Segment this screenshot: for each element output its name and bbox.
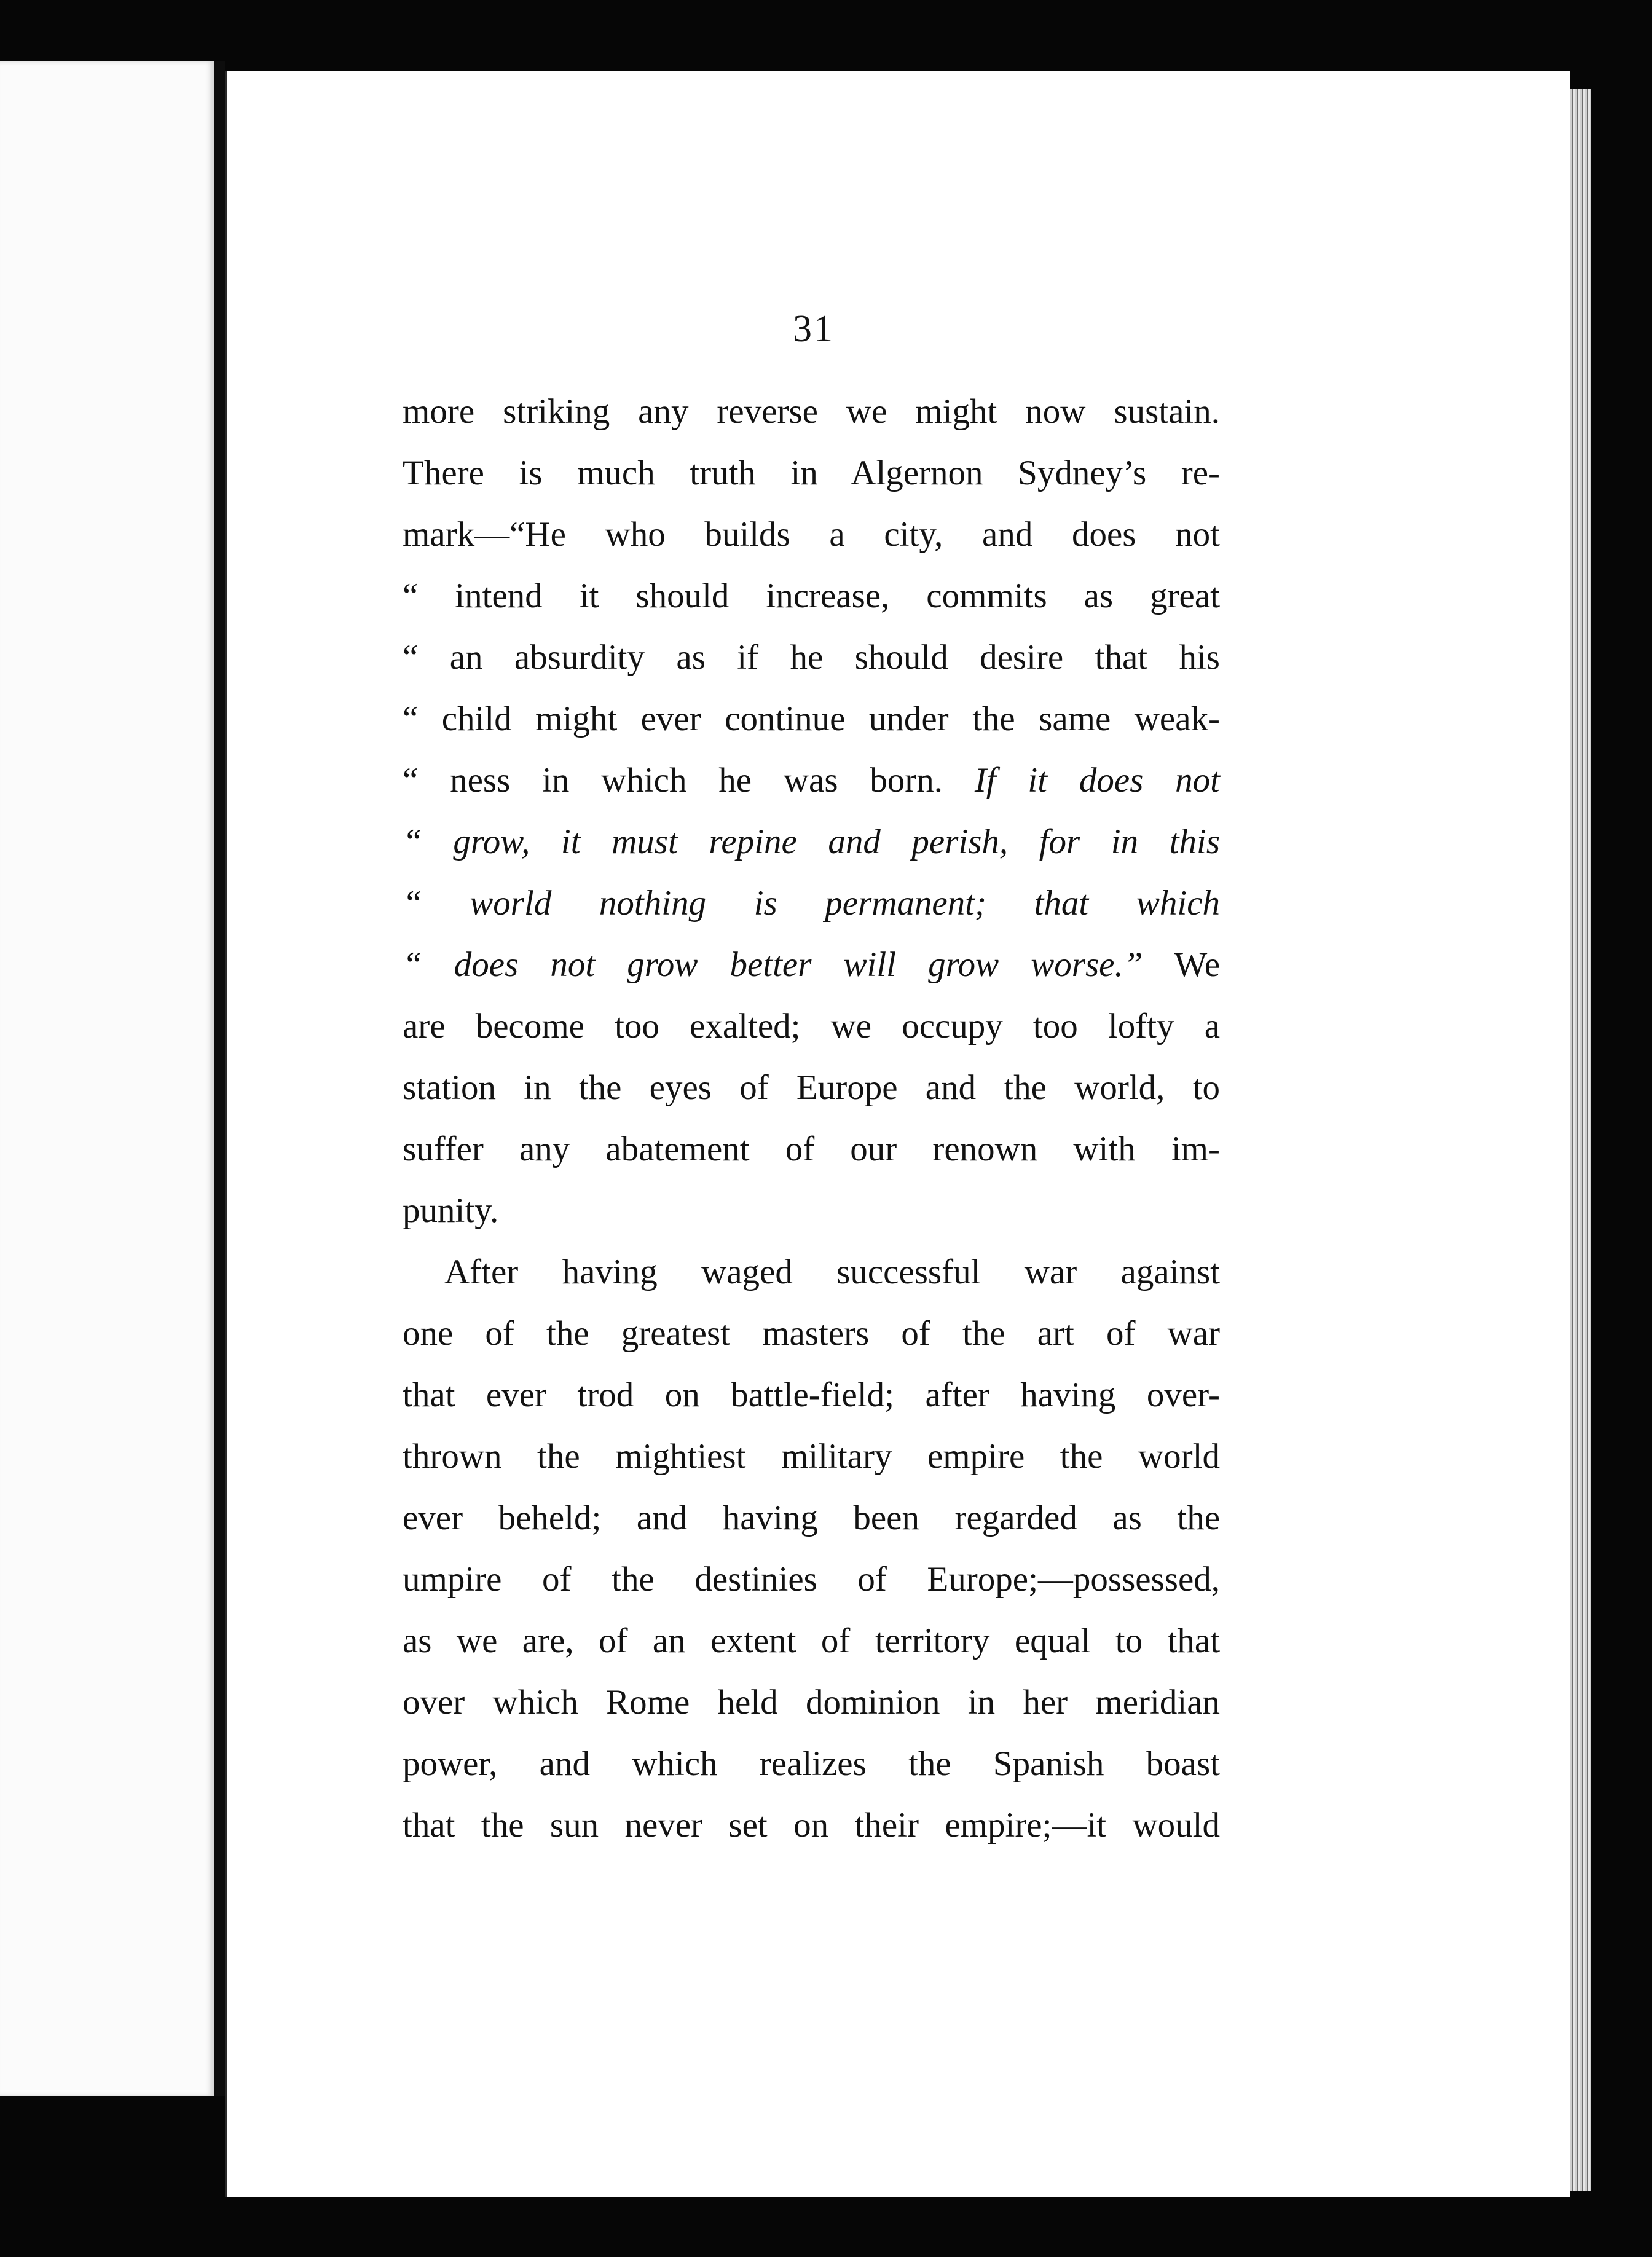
text-line: thrown the mightiest military empire the world xyxy=(403,1437,1220,1476)
text-line: power, and which realizes the Spanish boast xyxy=(403,1744,1220,1783)
text-line: “ ness in which he was born. If it does not xyxy=(403,761,1221,800)
text-line: mark—“He who builds a city, and does not xyxy=(403,515,1220,554)
text-line: more striking any reverse we might now sustain. xyxy=(403,392,1220,431)
italic-quote: If it does not xyxy=(974,761,1221,800)
paragraph-start-line: After having waged successful war against xyxy=(444,1253,1220,1291)
italic-quote: “ grow, it must repine and perish, for in this xyxy=(403,822,1220,861)
text-line: punity. xyxy=(403,1191,499,1230)
text-line: ever beheld; and having been regarded as the xyxy=(403,1499,1220,1537)
text-line: “ intend it should increase, commits as great xyxy=(403,577,1220,615)
text-line: that the sun never set on their empire;—it would xyxy=(403,1806,1220,1845)
italic-quote: “ does not grow better will grow worse.” xyxy=(403,945,1143,984)
text-line: umpire of the destinies of Europe;—possessed, xyxy=(403,1560,1220,1599)
facing-page-edge xyxy=(0,61,214,2096)
text-line: “ an absurdity as if he should desire that his xyxy=(403,638,1220,677)
page-number: 31 xyxy=(793,308,835,350)
text-line xyxy=(403,873,1220,934)
text-line xyxy=(403,811,1220,873)
book-gutter xyxy=(214,61,225,2096)
text-line: station in the eyes of Europe and the world, to xyxy=(403,1068,1220,1107)
italic-quote: “ world nothing is permanent; that which xyxy=(403,884,1220,923)
text-line: as we are, of an extent of territory equal to that xyxy=(403,1621,1220,1660)
text-line: There is much truth in Algernon Sydney’s re- xyxy=(403,454,1220,492)
text-line: “ does not grow better will grow worse.” We xyxy=(403,945,1220,984)
text-line: are become too exalted; we occupy too lofty a xyxy=(403,1007,1220,1046)
text-line: that ever trod on battle-field; after having over- xyxy=(403,1376,1220,1414)
text-line: one of the greatest masters of the art of war xyxy=(403,1314,1220,1353)
text-line: suffer any abatement of our renown with im- xyxy=(403,1130,1220,1168)
text-line: “ child might ever continue under the same weak- xyxy=(403,699,1220,738)
text-line: over which Rome held dominion in her meridian xyxy=(403,1683,1220,1722)
